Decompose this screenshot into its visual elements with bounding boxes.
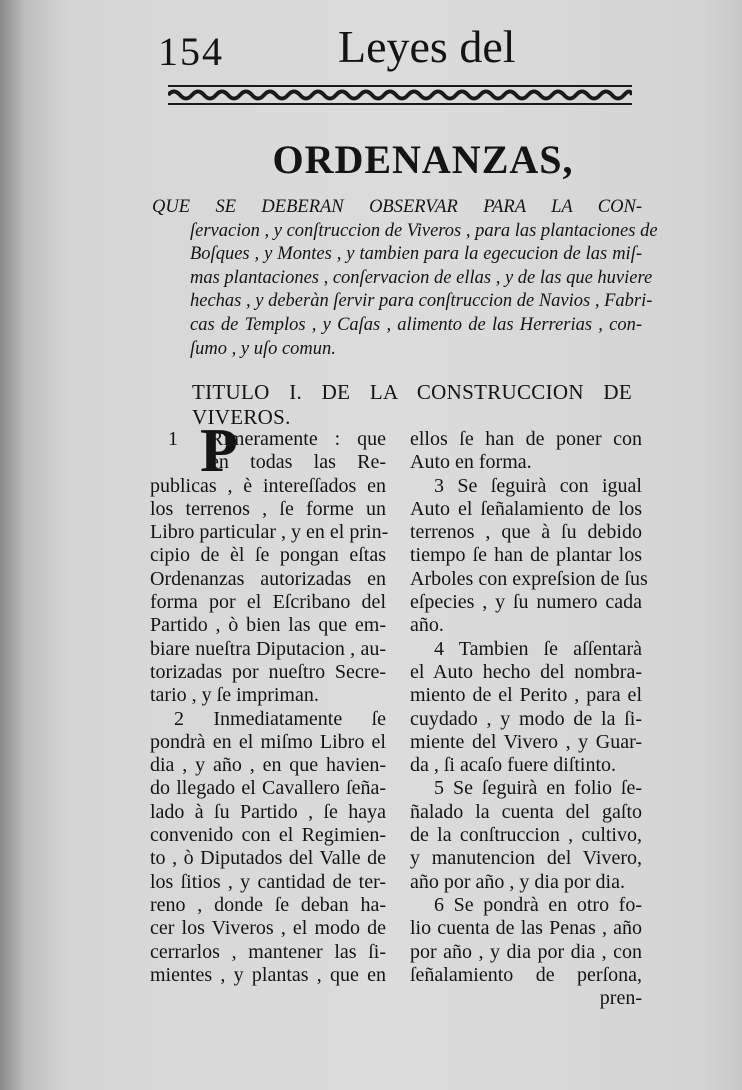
text-line: cer los Viveros , el modo de — [150, 917, 386, 940]
text-line: publicas , è intereſſados en — [150, 474, 386, 497]
text-line: 6 Se pondrà en otro fo- — [434, 893, 642, 916]
left-column — [150, 428, 389, 987]
running-head: Leyes del — [338, 21, 516, 72]
text-line: tiempo ſe han de plantar los — [410, 544, 642, 567]
text-line: 5 Se ſeguirà en folio ſe- — [434, 777, 642, 800]
text-line: dia , y año , en que havien- — [150, 754, 386, 777]
text-line: cerrarlos , mantener las ſi- — [150, 940, 386, 963]
text-line: hechas , y deberàn ſervir para conſtruccion de Navios , Fabri- — [190, 291, 653, 312]
text-line: Auto el ſeñalamiento de los — [410, 497, 642, 520]
text-line: do llegado el Cavallero ſeña- — [150, 777, 386, 800]
text-line: reno , donde ſe deban ha- — [150, 893, 386, 916]
text-line: pondrà en el miſmo Libro el — [150, 730, 386, 753]
text-line: Libro particular , y en el prin- — [150, 521, 389, 544]
text-line: cuydado , y modo de la ſi- — [410, 707, 642, 730]
right-column — [410, 428, 648, 1010]
text-line: miento de el Perito , para el — [410, 684, 642, 707]
text-line: lio cuenta de las Penas , año — [410, 917, 642, 940]
text-line: Auto en forma. — [410, 451, 532, 474]
text-line: los terrenos , ſe forme un — [150, 497, 386, 520]
text-line: Arboles con expreſsion de ſus — [410, 567, 648, 590]
paragraph-number: 1 — [168, 428, 178, 450]
text-line: mas plantaciones , conſervacion de ellas , y de las que huviere — [190, 267, 653, 288]
text-line: 3 Se ſeguirà con igual — [434, 474, 642, 497]
ornamental-rule — [168, 84, 632, 106]
text-line: ellos ſe han de poner con — [410, 428, 642, 450]
page-number: 154 — [158, 29, 224, 74]
text-line: lado à ſu Partido , ſe haya — [150, 800, 386, 823]
text-line: ſumo , y uſo comun. — [190, 338, 336, 359]
text-line: convenido con el Regimien- — [150, 824, 386, 847]
text-line: QUE SE DEBERAN OBSERVAR PARA LA CON- — [152, 197, 642, 217]
subtitle — [152, 196, 658, 361]
text-line: de la conſtruccion , cultivo, — [410, 824, 642, 847]
text-line: terrenos , que à ſu debido — [410, 521, 642, 544]
text-line: forma por el Eſcribano del — [150, 591, 386, 614]
text-line: torizadas por nueſtro Secre- — [150, 660, 386, 683]
text-line: año por año , y dia por dia. — [410, 870, 625, 893]
text-line: tario , y ſe impriman. — [150, 684, 319, 707]
text-line: Ordenanzas autorizadas en — [150, 567, 386, 590]
text-line: biare nueſtra Diputacion , au- — [150, 637, 386, 660]
text-line: el Auto hecho del nombra- — [410, 660, 642, 683]
text-line: 4 Tambien ſe aſſentarà — [434, 637, 642, 660]
text-line: eſpecies , y ſu numero cada — [410, 591, 642, 614]
text-line: Boſques , y Montes , y tambien para la egecucion de las miſ- — [190, 244, 642, 265]
text-line: los ſitios , y cantidad de ter- — [150, 870, 386, 893]
text-line: da , ſi acaſo fuere diſtinto. — [410, 754, 617, 777]
text-line: mientes , y plantas , que en — [150, 963, 386, 986]
document-title: ORDENANZAS, — [272, 137, 574, 182]
text-line: ſeñalamiento de perſona, — [410, 963, 642, 986]
text-line: Rimeramente : que — [210, 428, 386, 450]
text-line: cipio de èl ſe pongan eſtas — [150, 544, 386, 567]
text-line: 2 Inmediatamente ſe — [174, 707, 386, 730]
text-line: cas de Templos , y Caſas , alimento de las Herrerias , con- — [190, 314, 642, 335]
text-line: ſervacion , y conſtruccion de Viveros , para las plantaciones de — [190, 220, 658, 241]
text-line: Partido , ò bien las que em- — [150, 614, 386, 637]
text-line: en todas las Re- — [210, 451, 386, 474]
text-line: año. — [410, 614, 444, 637]
section-heading: TITULO I. DE LA CONSTRUCCION DE VIVEROS. — [192, 380, 632, 429]
text-line: ñalado la cuenta del gaſto — [410, 800, 642, 823]
text-line: to , ò Diputados del Valle de — [150, 847, 386, 870]
text-line: por año , y dia por dia , con — [410, 940, 642, 963]
text-line: pren- — [599, 987, 642, 1010]
text-line: miente del Vivero , y Guar- — [410, 730, 642, 753]
text-line: y manutencion del Vivero, — [410, 847, 642, 870]
drop-cap: P — [200, 417, 238, 485]
